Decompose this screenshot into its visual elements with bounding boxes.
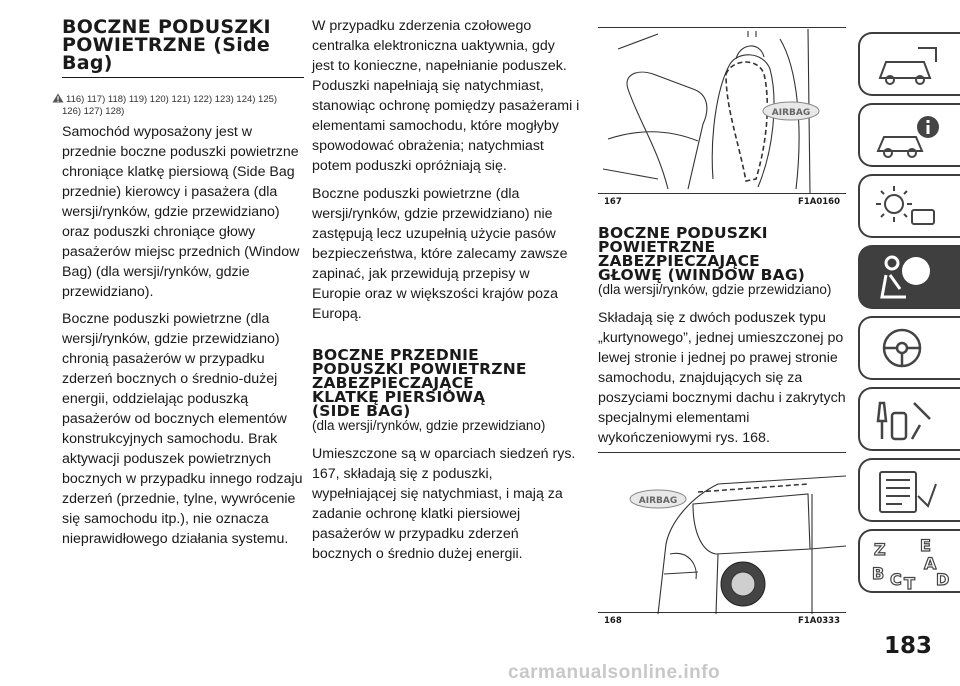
steering-wheel-icon	[872, 324, 942, 374]
column-2	[312, 16, 580, 564]
tab-maintenance[interactable]	[858, 387, 960, 451]
figure-bottom-rule	[598, 193, 846, 194]
figure-168	[598, 452, 846, 632]
title-line: GŁOWĘ (WINDOW BAG)	[598, 266, 806, 284]
title-line: Bag)	[62, 52, 113, 74]
index-letter: D	[936, 570, 950, 589]
section-title-side-bag	[62, 18, 304, 72]
index-letter: C	[890, 570, 902, 589]
airbag-seat-icon	[872, 253, 942, 303]
index-letter: T	[904, 574, 915, 591]
title-line: BOCZNE PODUSZKI	[62, 16, 271, 38]
figure-code: F1A0160	[798, 197, 840, 207]
section-title-front-side-bag	[312, 348, 580, 418]
section-title-window-bag	[598, 226, 846, 282]
alphabet-index-icon	[872, 537, 952, 591]
tab-specifications[interactable]	[858, 458, 960, 522]
paragraph: Składają się z dwóch poduszek typu „kurtynowego”, jednej umieszczonej po lewej stronie i jednej po prawej stronie samochodu, znajdujących się za poszyciami bocznymi dachu i zakrytych specjalnymi elementami wykończeniowymi rys. 168.	[598, 310, 846, 446]
car-info-icon	[872, 111, 942, 161]
wrench-tools-icon	[872, 395, 942, 445]
title-line: ZABEZPIECZAJĄCE	[312, 374, 474, 392]
figure-167-airbag-label: AIRBAG	[771, 108, 811, 118]
page-number: 183	[884, 633, 933, 659]
warning-refs-line: 116) 117) 118) 119) 120) 121) 122) 123) 124) 125)	[66, 94, 278, 105]
column-3	[598, 226, 846, 448]
paragraph: Boczne poduszki powietrzne (dla wersji/rynków, gdzie przewidziano) nie zastępują lecz uzupełnią użycie pasów bezpieczeństwa, które zalecamy zawsze zapinać, jak przewidują przepisy w Europie oraz w większości krajów poza Europą.	[312, 186, 568, 322]
light-sun-icon	[872, 182, 942, 232]
spec-list-icon	[872, 466, 942, 516]
column-1	[62, 18, 304, 549]
figure-number: 168	[604, 616, 622, 626]
section-subtitle: (dla wersji/rynków, gdzie przewidziano)	[312, 418, 546, 433]
title-line: KLATKĘ PIERSIOWĄ	[312, 388, 486, 406]
watermark: carmanualsonline.info	[508, 662, 721, 683]
title-line: PODUSZKI POWIETRZNE	[312, 360, 527, 378]
tab-car-info[interactable]	[858, 103, 960, 167]
tab-lights[interactable]	[858, 174, 960, 238]
index-letter: E	[920, 537, 931, 555]
figure-bottom-rule	[598, 612, 846, 613]
figure-167	[598, 27, 846, 210]
title-line: POWIETRZNE	[598, 238, 716, 256]
index-letter: A	[924, 554, 937, 573]
figure-top-rule	[598, 27, 846, 28]
title-line: (SIDE BAG)	[312, 402, 411, 420]
title-line: POWIETRZNE (Side	[62, 34, 271, 56]
index-letter: B	[872, 564, 885, 583]
figure-code: F1A0333	[798, 616, 840, 626]
figure-number: 167	[604, 197, 622, 207]
title-line: ZABEZPIECZAJĄCE	[598, 252, 760, 270]
tab-driving[interactable]	[858, 316, 960, 380]
paragraph: Boczne poduszki powietrzne (dla wersji/rynków, gdzie przewidziano) chronią pasażerów w przypadku zderzeń bocznych o średnio-dużej energii, oddzielając poduszką pasażerów od bocznych elementów konstrukcyjnych samochodu. Brak aktywacji poduszek powietrznych bocznych w przypadku innego rodzaju zderzeń (przednie, tylne, wywrócenie się samochodu itp.), nie oznacza nieprawidłowego działania systemu.	[62, 311, 303, 547]
warning-references	[62, 93, 304, 117]
paragraph: Umieszczone są w oparciach siedzeń rys. 167, składają się z poduszki, wypełniającej się natychmiast, i mają za zadanie ochronę klatki piersiowej pasażerów w przypadku zderzeń bocznych o średnio dużej energii.	[312, 446, 576, 562]
warning-refs-line: 126) 127) 128)	[62, 106, 125, 117]
section-subtitle: (dla wersji/rynków, gdzie przewidziano)	[598, 282, 832, 297]
index-letter: Z	[874, 540, 886, 559]
title-rule	[62, 77, 304, 78]
chapter-tabs	[858, 32, 960, 600]
title-line: BOCZNE PRZEDNIE	[312, 346, 479, 364]
paragraph: Samochód wyposażony jest w przednie boczne poduszki powietrzne chroniące klatkę piersiową (Side Bag przednie) kierowcy i pasażera (dla wersji/rynków, gdzie przewidziano) oraz poduszki chroniące głowy pasażerów miejsc przednich (Window Bag) (dla wersji/rynków, gdzie przewidziano).	[62, 124, 300, 300]
figure-168-airbag-label: AIRBAG	[638, 496, 678, 506]
figure-top-rule	[598, 452, 846, 453]
warning-triangle-icon	[52, 93, 64, 106]
car-dashboard-icon	[872, 40, 942, 90]
seat-airbag-illustration	[598, 29, 846, 194]
tab-index[interactable]	[858, 529, 960, 593]
tab-safety[interactable]	[858, 245, 960, 309]
paragraph: W przypadku zderzenia czołowego centralka elektroniczna uaktywnia, gdy jest to konieczne, napełnianie poduszek. Poduszki napełniają się natychmiast, stanowiąc ochronę pomiędzy pasażerami i elementami samochodu, które mogłyby spowodować obrażenia; natychmiast potem poduszki opróżniają się.	[312, 18, 580, 174]
van-window-bag-illustration	[598, 454, 846, 614]
tab-dashboard[interactable]	[858, 32, 960, 96]
title-line: BOCZNE PODUSZKI	[598, 224, 768, 242]
